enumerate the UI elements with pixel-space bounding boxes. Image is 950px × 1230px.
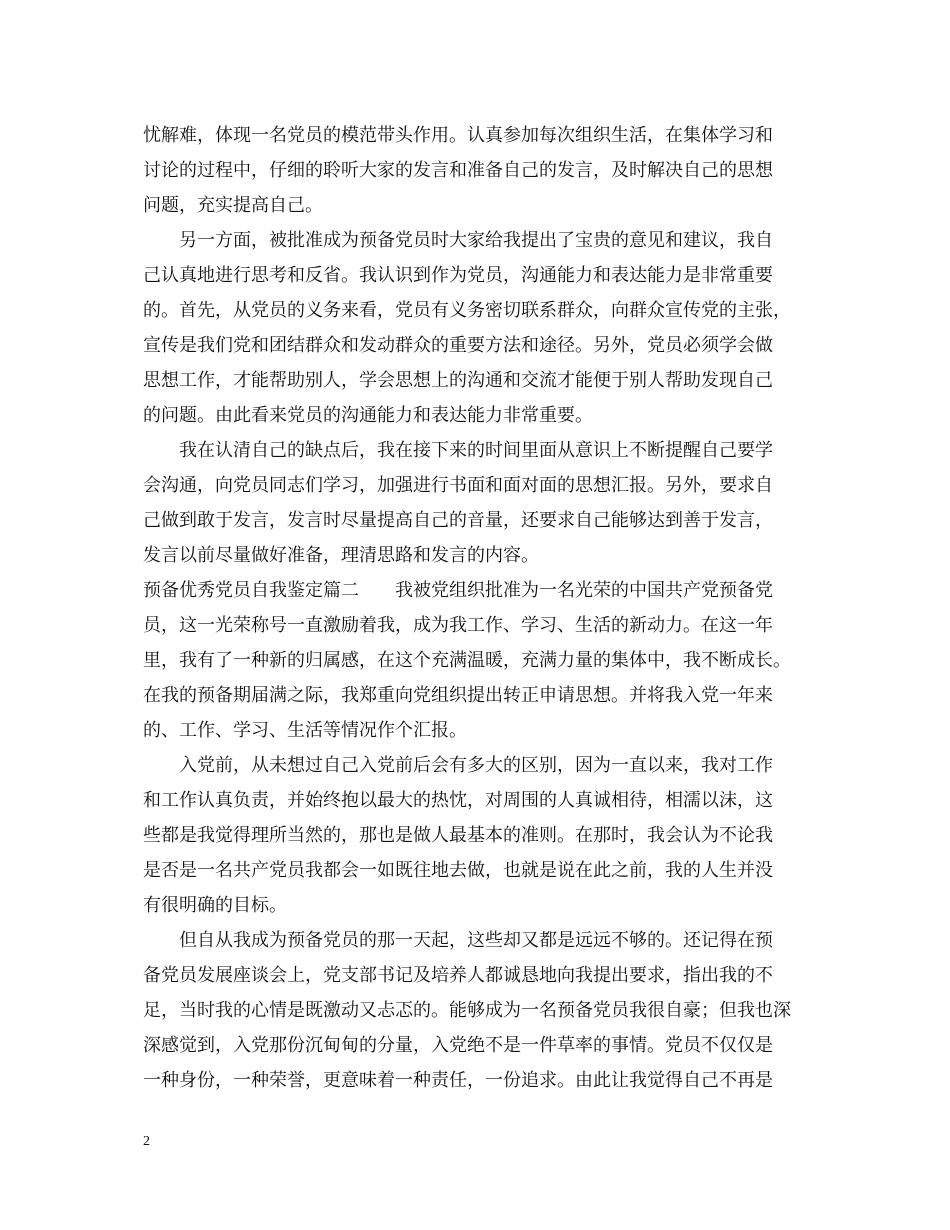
text-line: 员，这一光荣称号一直激励着我，成为我工作、学习、生活的新动力。在这一年: [143, 615, 773, 636]
text-line: 思想工作，才能帮助别人，学会思想上的沟通和交流才能便于别人帮助发现自己: [143, 370, 773, 391]
text-line: 的问题。由此看来党员的沟通能力和表达能力非常重要。: [143, 405, 593, 426]
text-line: 些都是我觉得理所当然的，那也是做人最基本的准则。在那时，我会认为不论我: [143, 825, 773, 846]
text-line: 问题，充实提高自己。: [143, 195, 323, 216]
text-line: 己认真地进行思考和反省。我认识到作为党员，沟通能力和表达能力是非常重要: [143, 265, 773, 286]
text-line: 忧解难，体现一名党员的模范带头作用。认真参加每次组织生活，在集体学习和: [143, 125, 773, 146]
text-line: 深感觉到，入党那份沉甸甸的分量，入党绝不是一件草率的事情。党员不仅仅是: [143, 1035, 773, 1056]
text-line: 的。首先，从党员的义务来看，党员有义务密切联系群众，向群众宣传党的主张，: [143, 300, 791, 321]
text-line: 备党员发展座谈会上，党支部书记及培养人都诚恳地向我提出要求，指出我的不: [143, 965, 773, 986]
text-line: 我在认清自己的缺点后，我在接下来的时间里面从意识上不断提醒自己要学: [179, 440, 773, 461]
page-number: 2: [143, 1134, 150, 1149]
section-first-line: 我被党组织批准为一名光荣的中国共产党预备党: [395, 580, 773, 601]
document-body: [143, 118, 815, 1098]
text-line: 讨论的过程中，仔细的聆听大家的发言和准备自己的发言，及时解决自己的思想: [143, 160, 773, 181]
text-line: 发言以前尽量做好准备，理清思路和发言的内容。: [143, 545, 539, 566]
text-line: 会沟通，向党员同志们学习，加强进行书面和面对面的思想汇报。另外，要求自: [143, 475, 773, 496]
section-heading-line: [143, 573, 815, 608]
text-line: 是否是一名共产党员我都会一如既往地去做，也就是说在此之前，我的人生并没: [143, 860, 773, 881]
text-line: 在我的预备期届满之际，我郑重向党组织提出转正申请思想。并将我入党一年来: [143, 685, 773, 706]
text-line: 和工作认真负责，并始终抱以最大的热忱，对周围的人真诚相待，相濡以沫，这: [143, 790, 773, 811]
text-line: 有很明确的目标。: [143, 895, 287, 916]
text-line: 足，当时我的心情是既激动又忐忑的。能够成为一名预备党员我很自豪；但我也深: [143, 1000, 791, 1021]
text-line: 一种身份，一种荣誉，更意味着一种责任，一份追求。由此让我觉得自己不再是: [143, 1070, 773, 1091]
text-line: 己做到敢于发言，发言时尽量提高自己的音量，还要求自己能够达到善于发言，: [143, 510, 773, 531]
text-line: 另一方面，被批准成为预备党员时大家给我提出了宝贵的意见和建议，我自: [179, 230, 773, 251]
text-line: 里，我有了一种新的归属感，在这个充满温暖，充满力量的集体中，我不断成长。: [143, 650, 791, 671]
section-heading: 预备优秀党员自我鉴定篇二: [143, 580, 359, 601]
text-line: 的、工作、学习、生活等情况作个汇报。: [143, 720, 467, 741]
text-line: 入党前，从未想过自己入党前后会有多大的区别，因为一直以来，我对工作: [179, 755, 773, 776]
text-line: 宣传是我们党和团结群众和发动群众的重要方法和途径。另外，党员必须学会做: [143, 335, 773, 356]
text-line: 但自从我成为预备党员的那一天起，这些却又都是远远不够的。还记得在预: [179, 930, 773, 951]
